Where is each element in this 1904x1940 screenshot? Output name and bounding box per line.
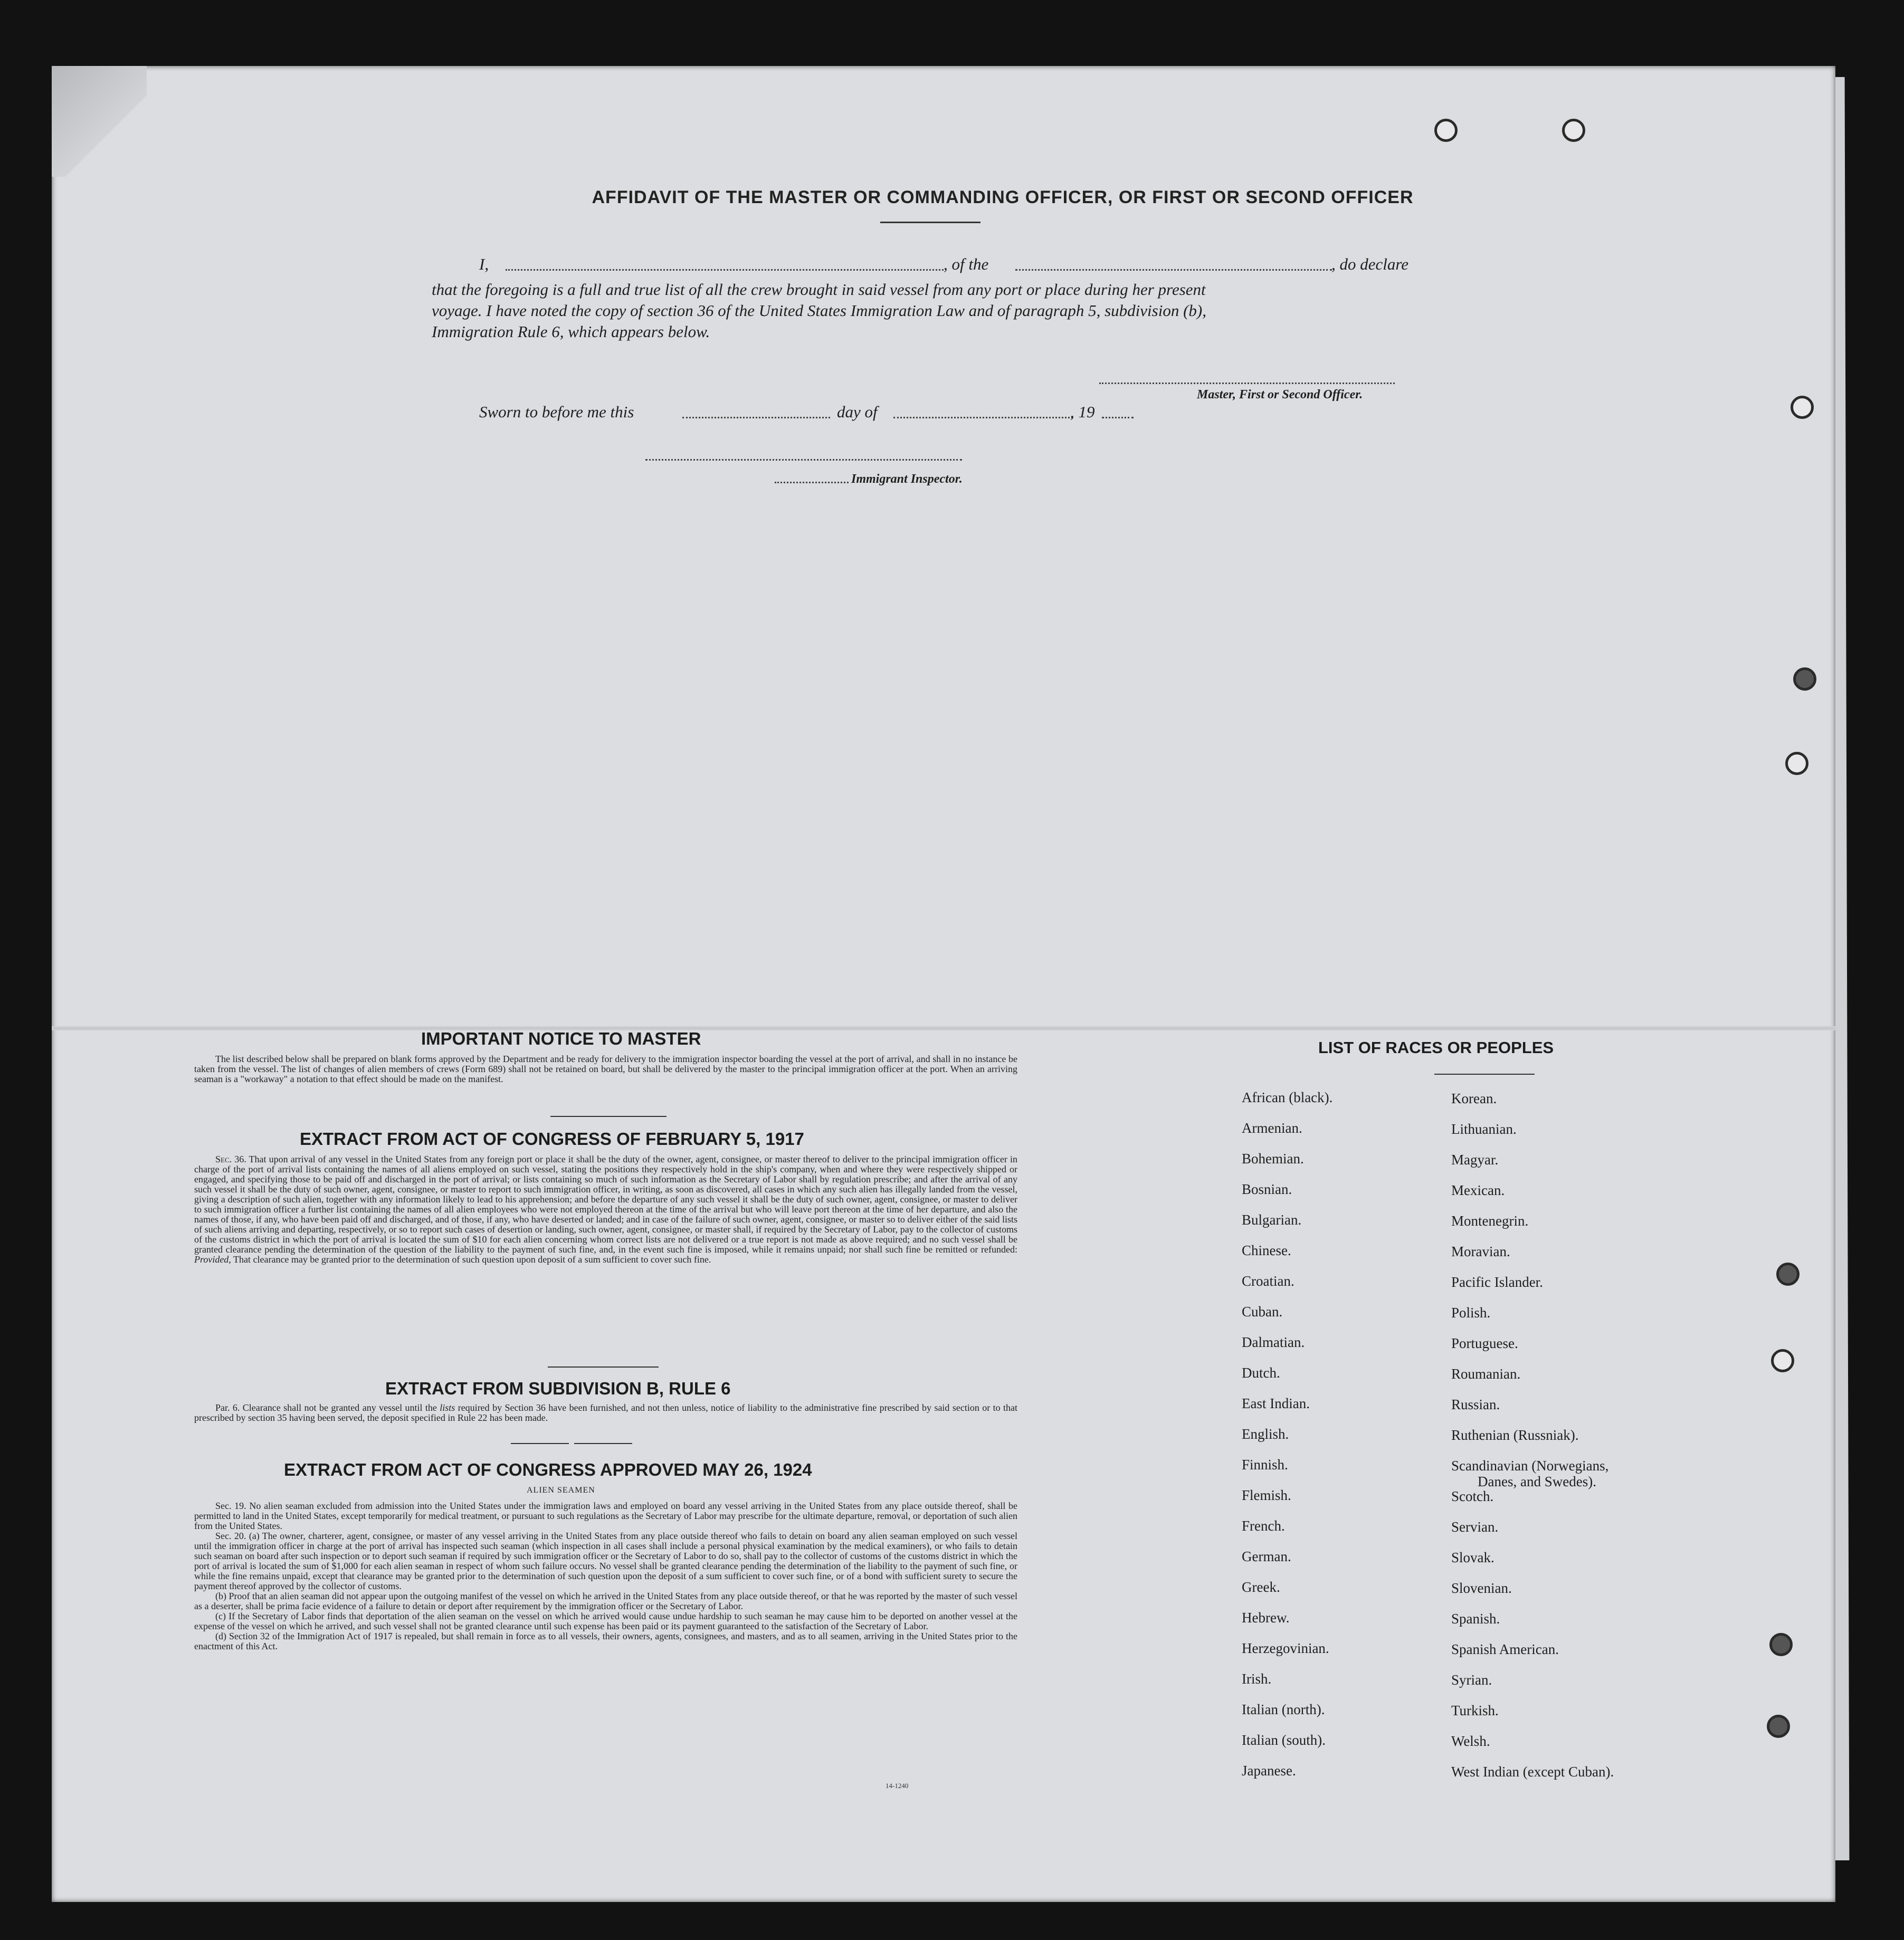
race-item: Servian.: [1451, 1519, 1499, 1535]
race-item: Finnish.: [1242, 1457, 1288, 1473]
race-item: Spanish.: [1451, 1611, 1500, 1627]
race-item: English.: [1242, 1426, 1289, 1442]
race-item: Montenegrin.: [1451, 1213, 1529, 1229]
inspector-line: [645, 459, 962, 461]
sec-19: Sec. 19. No alien seaman excluded from admission into the United States under the immigration laws and employed on board any vessel arriving in the United States from any place outside thereof, shall be permitted to land in the United States, except temporarily for medical treatment, or pursuant to such regulations as the Secretary of Labor may prescribe for the ultimate departure, removal, or deportation of such alien from the United States.: [194, 1501, 1017, 1531]
punch-hole: [1771, 1349, 1794, 1372]
sec-20-d: (d) Section 32 of the Immigration Act of 1917 is repealed, but shall remain in force as to all vessels, their owners, agents, consignees, and masters, and as to all seamen, arriving in the United States prior to the enactment of this Act.: [194, 1631, 1017, 1651]
rule-6-text: [194, 1403, 1017, 1423]
sworn-year: , 19: [1070, 403, 1095, 421]
race-item: Italian (south).: [1242, 1732, 1326, 1748]
affidavit-line-4: Immigration Rule 6, which appears below.: [432, 322, 710, 341]
race-item: Armenian.: [1242, 1120, 1302, 1136]
race-item: Chinese.: [1242, 1243, 1291, 1258]
race-item: Slovenian.: [1451, 1580, 1512, 1596]
month-blank: [893, 417, 1073, 418]
race-item: Russian.: [1451, 1397, 1500, 1412]
race-item: Italian (north).: [1242, 1702, 1325, 1717]
lists-word: lists: [440, 1402, 455, 1413]
notice-paragraph: The list described below shall be prepared on blank forms approved by the Department and be ready for delivery to the immigration inspector boarding the vessel at the port of arrival, and shall in no instance be taken from the vessel. The list of changes of alien members of crews (Form 689) shall not be retained on board, but shall be delivered by the master to the principal immigration officer at the port. When an arriving seaman is a "workaway" a notation to that effect should be made on the manifest.: [194, 1054, 1017, 1084]
divider: [548, 1366, 659, 1368]
race-item: Slovak.: [1451, 1550, 1494, 1565]
day-blank: [682, 417, 830, 418]
race-item: Bohemian.: [1242, 1151, 1304, 1167]
race-item: Greek.: [1242, 1579, 1280, 1595]
title-underline: [880, 222, 980, 223]
race-item: Magyar.: [1451, 1152, 1499, 1168]
race-item: Croatian.: [1242, 1273, 1294, 1289]
sec-20-c: (c) If the Secretary of Labor finds that deportation of the alien seaman on the vessel on which he arrived would cause undue hardship to such seaman he may cause him to be deported on another vessel at the expense of the vessel on which he arrived, and such vessel shall not be granted clearance until such expense has been paid or its payment guaranteed to the satisfaction of the Secretary of Labor.: [194, 1611, 1017, 1631]
race-item: Japanese.: [1242, 1763, 1296, 1779]
race-item: Scandinavian (Norwegians,: [1451, 1458, 1609, 1474]
race-item: Mexican.: [1451, 1182, 1505, 1198]
punch-hole: [1776, 1263, 1800, 1286]
race-item: Welsh.: [1451, 1733, 1490, 1749]
act-1924-text: [194, 1501, 1017, 1651]
notice-heading: IMPORTANT NOTICE TO MASTER: [421, 1029, 701, 1048]
race-item: West Indian (except Cuban).: [1451, 1764, 1614, 1780]
sec-20-a: Sec. 20. (a) The owner, charterer, agent, consignee, or master of any vessel arriving in the United States from any place outside thereof who fails to detain on board any alien seaman employed on such vessel until the immigration officer in charge at the port of arrival has inspected such seaman (which inspection in all cases shall include a personal physical examination by the medical examiners), or who fails to detain such seaman on board after such inspection or to deport such seaman if required by such immigration officer or the Secretary of Labor to do so, shall pay to the collector of customs of the customs district in which the port of arrival is located the sum of $1,000 for each alien seaman in respect of whom such failure occurs. No vessel shall be granted clearance pending the determination of the liability to the payment of such fine, or while the fine remains unpaid, except that clearance may be granted prior to the determination of such question upon the deposit of a sum sufficient to cover such fine, or of a bond with sufficient surety to secure the payment thereof approved by the collector of customs.: [194, 1531, 1017, 1591]
affidavit-do-declare: , do declare: [1331, 255, 1409, 273]
alien-seamen-subheading: ALIEN SEAMEN: [527, 1486, 595, 1495]
proviso-word: Provided,: [194, 1254, 231, 1265]
punch-hole: [1562, 119, 1585, 142]
affidavit-i: I,: [479, 255, 489, 273]
affidavit-title: AFFIDAVIT OF THE MASTER OR COMMANDING OFFICER, OR FIRST OR SECOND OFFICER: [592, 187, 1414, 207]
race-item: Dutch.: [1242, 1365, 1280, 1381]
sworn-day-of: day of: [837, 403, 878, 421]
race-item: Pacific Islander.: [1451, 1274, 1543, 1290]
divider: [574, 1443, 632, 1444]
race-item: Spanish American.: [1451, 1641, 1559, 1657]
signature-label: Master, First or Second Officer.: [1197, 388, 1363, 402]
race-item: Polish.: [1451, 1305, 1491, 1321]
race-item: Lithuanian.: [1451, 1121, 1517, 1137]
folded-corner: [52, 66, 147, 177]
act-1917-end: That clearance may be granted prior to the determination of such question upon deposit of a sum sufficient to cover such fine.: [233, 1254, 711, 1265]
inspector-label: Immigrant Inspector.: [851, 472, 963, 486]
form-number: 14-1240: [886, 1782, 909, 1790]
affidavit-of-the: , of the: [944, 255, 989, 273]
race-item: Bosnian.: [1242, 1181, 1292, 1197]
act-1917-heading: EXTRACT FROM ACT OF CONGRESS OF FEBRUARY 5, 1917: [300, 1129, 804, 1149]
vessel-blank: [1015, 269, 1332, 271]
race-item: Dalmatian.: [1242, 1334, 1305, 1350]
sec-20-b: (b) Proof that an alien seaman did not appear upon the outgoing manifest of the vessel on which he arrived in the United States from any place outside thereof, or that he was reported by the master of such vessel as a deserter, shall be prima facie evidence of a failure to detain or deport after requirement by the immigration officer or the Secretary of Labor.: [194, 1591, 1017, 1611]
race-item: Bulgarian.: [1242, 1212, 1302, 1228]
races-column-2: [1451, 1091, 1614, 1794]
race-item: East Indian.: [1242, 1396, 1310, 1411]
race-item: Danes, and Swedes).: [1478, 1474, 1596, 1489]
affidavit-line-3: voyage. I have noted the copy of section 36 of the United States Immigration Law and of paragraph 5, subdivision (b),: [432, 301, 1206, 320]
race-item: Turkish.: [1451, 1703, 1499, 1718]
race-item: Hebrew.: [1242, 1610, 1290, 1626]
rule-6-text-b: required by Section 36 have been furnished, and not then unless, notice of liability to the administrative fine prescribed by said section or to that prescribed by section 35 having been served, the deposit specified in Rule 22 has been made.: [194, 1402, 1018, 1423]
race-item: Moravian.: [1451, 1244, 1510, 1259]
affidavit-line-2: that the foregoing is a full and true list of all the crew brought in said vessel from any port or place during her present: [432, 280, 1206, 299]
race-item: African (black).: [1242, 1090, 1333, 1105]
rule-6-text-a: Par. 6. Clearance shall not be granted any vessel until the: [215, 1402, 437, 1413]
race-item: Flemish.: [1242, 1487, 1291, 1503]
act-1924-heading: EXTRACT FROM ACT OF CONGRESS APPROVED MAY 26, 1924: [284, 1460, 812, 1479]
divider: [550, 1116, 667, 1117]
act-1917-body: That upon arrival of any vessel in the United States from any foreign port or place it shall be the duty of the owner, agent, consignee, or master thereof to deliver to the principal immigration officer in charge of the port of arrival lists containing the names of all aliens employed on such vessel, stating the positions they respectively hold in the ship's company, when and where they were respectively shipped or engaged, and specifying those to be paid off and discharged in the port of arrival; or lists containing so much of such information as the Secretary of Labor shall by regulation prescribe; and after the arrival of any such vessel it shall be the duty of such owner, agent, consignee, or master to report to such immigration officer, in writing, as soon as discovered, all cases in which any such alien has illegally landed from the vessel, giving a description of such alien, together with any information likely to lead to his apprehension; and before the departure of any such vessel it shall be the duty of such owner, agent, consignee, or master to deliver to such immigration officer a further list containing the names of all alien employees who were not employed thereon at the time of the arrival but who will leave port thereon at the time of her departure, and also the names of those, if any, who have been paid off and discharged, and of those, if any, who have deserted or landed; and in case of the failure of such owner, agent, consignee, or master so to deliver either of the said lists of such aliens arriving and departing, respectively, or so to report such cases of desertion or landing, such owner, agent, consignee, or master shall, if required by the Secretary of Labor, pay to the collector of customs of the customs district in which the port of arrival is located the sum of $10 for each alien concerning whom correct lists are not delivered or a true report is not made as above required; and no such vessel shall be granted clearance pending the determination of the question of the liability to the payment of such fine, and, in the event such fine is imposed, while it remains unpaid; nor shall such fine be remitted or refunded:: [194, 1154, 1018, 1255]
races-underline: [1434, 1074, 1535, 1075]
signature-line: [1099, 383, 1395, 384]
punch-hole: [1791, 396, 1814, 419]
race-item: Syrian.: [1451, 1672, 1492, 1688]
race-item: Irish.: [1242, 1671, 1272, 1687]
punch-hole: [1769, 1633, 1793, 1656]
punch-hole: [1767, 1715, 1790, 1738]
race-item: Cuban.: [1242, 1304, 1283, 1320]
punch-hole: [1434, 119, 1458, 142]
race-item: Portuguese.: [1451, 1335, 1518, 1351]
race-item: Herzegovinian.: [1242, 1640, 1329, 1656]
race-item: Ruthenian (Russniak).: [1451, 1427, 1579, 1443]
race-item: Scotch.: [1451, 1488, 1494, 1504]
punch-hole: [1793, 667, 1816, 691]
race-item: Roumanian.: [1451, 1366, 1521, 1382]
race-item: Korean.: [1451, 1091, 1497, 1106]
races-heading: LIST OF RACES OR PEOPLES: [1318, 1038, 1554, 1057]
inspector-lead: [775, 482, 849, 483]
rule-6-heading: EXTRACT FROM SUBDIVISION B, RULE 6: [385, 1379, 731, 1398]
divider: [511, 1443, 569, 1444]
notice-text: [194, 1054, 1017, 1084]
punch-hole: [1785, 752, 1808, 775]
section-label: Sec. 36.: [215, 1154, 246, 1164]
document-page: [52, 66, 1835, 1902]
race-item: French.: [1242, 1518, 1285, 1534]
sworn-text: Sworn to before me this: [479, 403, 634, 421]
page-fold: [52, 1026, 1835, 1030]
year-blank: [1102, 417, 1134, 418]
race-item: German.: [1242, 1549, 1291, 1564]
name-blank: [506, 269, 944, 271]
act-1917-text: [194, 1154, 1017, 1265]
races-column-1: [1242, 1090, 1332, 1793]
